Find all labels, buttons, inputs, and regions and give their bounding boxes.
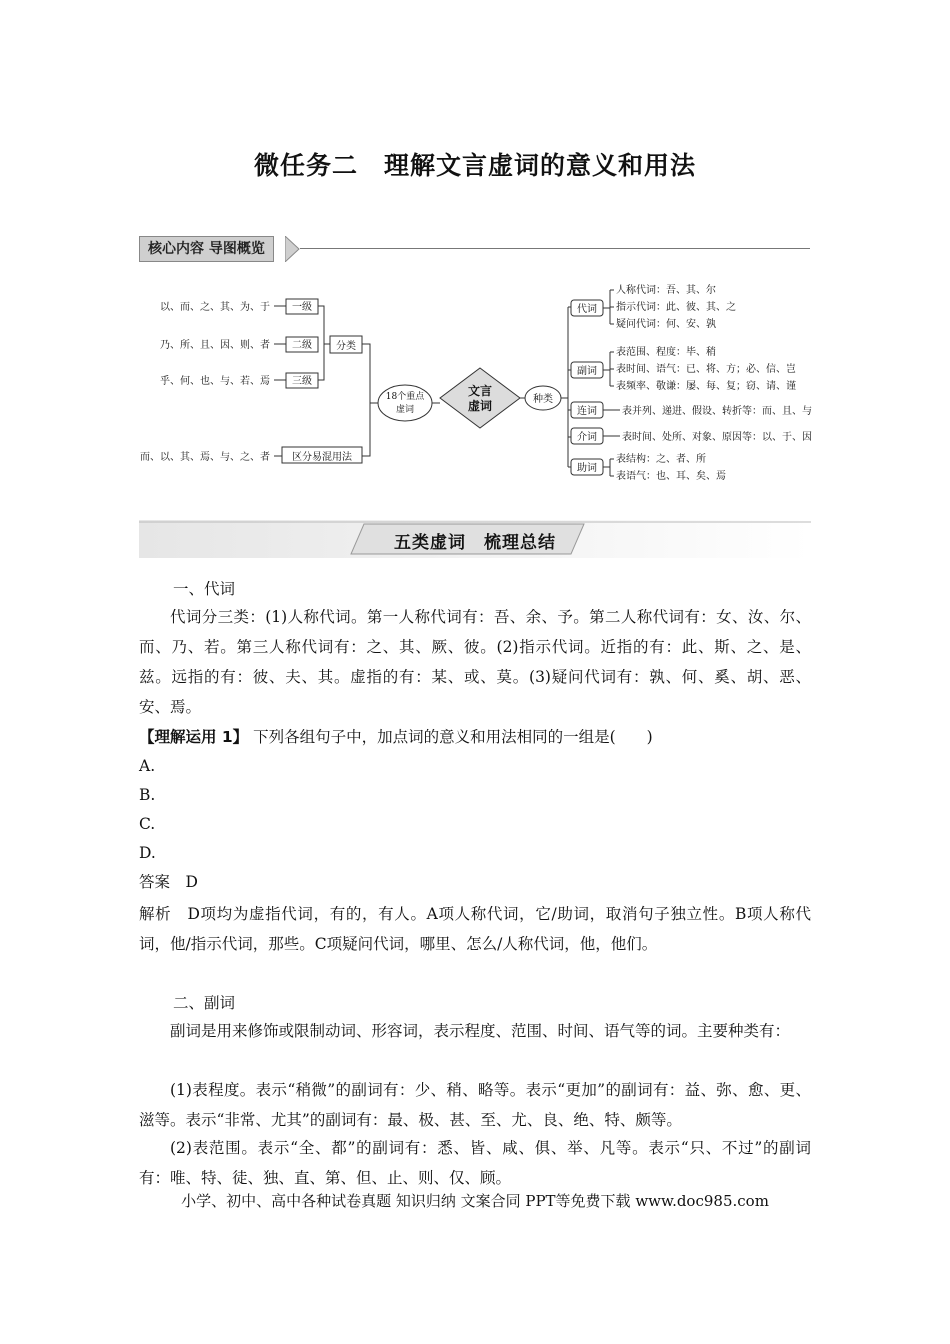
section-divider [300, 248, 810, 249]
option-b: B. [139, 786, 156, 804]
adverb-item: 表范围、程度：毕、稍 [616, 347, 716, 358]
section-tag-arrow [285, 236, 305, 262]
section-tag: 核心内容 导图概览 [139, 236, 274, 262]
option-c: C. [139, 815, 156, 833]
section2-p1: (1)表程度。表示“稍微”的副词有：少、稍、略等。表示“更加”的副词有：益、弥、愈、更、滋等。表示“非常、尤其”的副词有：最、极、甚、至、尤、良、绝、特、颇等。 [139, 1081, 811, 1129]
page-title: 微任务二 理解文言虚词的意义和用法 [253, 151, 696, 180]
pronoun-item: 指示代词：此、彼、其、之 [616, 302, 736, 313]
kinds-label: 种类 [533, 394, 553, 405]
distinguish-label: 区分易混用法 [292, 452, 352, 463]
analysis [139, 899, 811, 959]
section1-heading: 一、代词 [173, 580, 236, 598]
particle-item: 表结构：之、者、所 [616, 454, 706, 465]
distinguish-words: 而、以、其、焉、与、之、者 [140, 452, 270, 463]
answer-row [139, 867, 811, 897]
banner-title: 五类虚词 梳理总结 [394, 533, 556, 553]
cat-pronoun: 代词 [577, 304, 597, 315]
option-d: D. [139, 844, 156, 862]
pronoun-item: 疑问代词：何、安、孰 [616, 319, 716, 330]
cat-adverb: 副词 [577, 366, 597, 377]
section2-intro: 副词是用来修饰或限制动词、形容词，表示程度、范围、时间、语气等的词。主要种类有： [170, 1022, 791, 1040]
center-line1: 文言 [467, 384, 493, 398]
left-node-line1: 18个重点 [385, 392, 425, 402]
page-footer: 小学、初中、高中各种试卷真题 知识归纳 文案合同 PPT等免费下载 www.doc985.com [181, 1192, 769, 1210]
level3-label: 三级 [292, 376, 312, 387]
section2-p2: (2)表范围。表示“全、都”的副词有：悉、皆、咸、俱、举、凡等。表示“只、不过”的副词有：唯、特、徒、独、直、第、但、止、则、仅、顾。 [139, 1139, 811, 1187]
adverb-item: 表频率、敬谦：屡、每、复；窃、请、谨 [616, 381, 796, 392]
preposition-item: 表时间、处所、对象、原因等：以、于、因 [622, 432, 812, 443]
option-a: A. [139, 757, 156, 775]
mind-map [140, 275, 815, 490]
question-label: 【理解运用 1】 [139, 728, 249, 746]
conjunction-item: 表并列、递进、假设、转折等：而、且、与 [622, 406, 812, 417]
particle-item: 表语气：也、耳、矣、焉 [616, 471, 726, 482]
answer-label: 答案 [139, 873, 171, 891]
section2-heading: 二、副词 [173, 994, 236, 1012]
level3-words: 乎、何、也、与、若、焉 [160, 376, 270, 387]
section1-body: 代词分三类：(1)人称代词。第一人称代词有：吾、余、予。第二人称代词有：女、汝、尔、而、乃、若。第三人称代词有：之、其、厥、彼。(2)指示代词。近指的有：此、斯、之、是、兹。远指的有：彼、夫、其。虚指的有：某、或、莫。(3)疑问代词有：孰、何、奚、胡、恶、安、焉。 [139, 608, 811, 716]
answer-value: D [185, 873, 198, 891]
pronoun-item: 人称代词：吾、其、尔 [616, 285, 716, 296]
level2-label: 二级 [292, 340, 312, 351]
cat-conjunction: 连词 [577, 406, 597, 417]
classify-label: 分类 [336, 341, 356, 352]
adverb-item: 表时间、语气：已、将、方；必、信、岂 [616, 364, 796, 375]
cat-particle: 助词 [577, 463, 597, 474]
left-node-line2: 虚词 [395, 405, 415, 415]
analysis-text: D项均为虚指代词，有的，有人。A项人称代词，它/助词，取消句子独立性。B项人称代词，他/指示代词，那些。C项疑问代词，哪里、怎么/人称代词，他，他们。 [139, 905, 811, 953]
question-text: 下列各组句子中，加点词的意义和用法相同的一组是( ) [253, 728, 653, 746]
level1-words: 以、而、之、其、为、于 [160, 302, 270, 313]
cat-preposition: 介词 [577, 432, 597, 443]
level1-label: 一级 [292, 302, 312, 313]
analysis-label: 解析 [139, 905, 172, 923]
level2-words: 乃、所、且、因、则、者 [160, 340, 270, 351]
question-1 [139, 722, 811, 752]
center-line2: 虚词 [467, 399, 493, 413]
